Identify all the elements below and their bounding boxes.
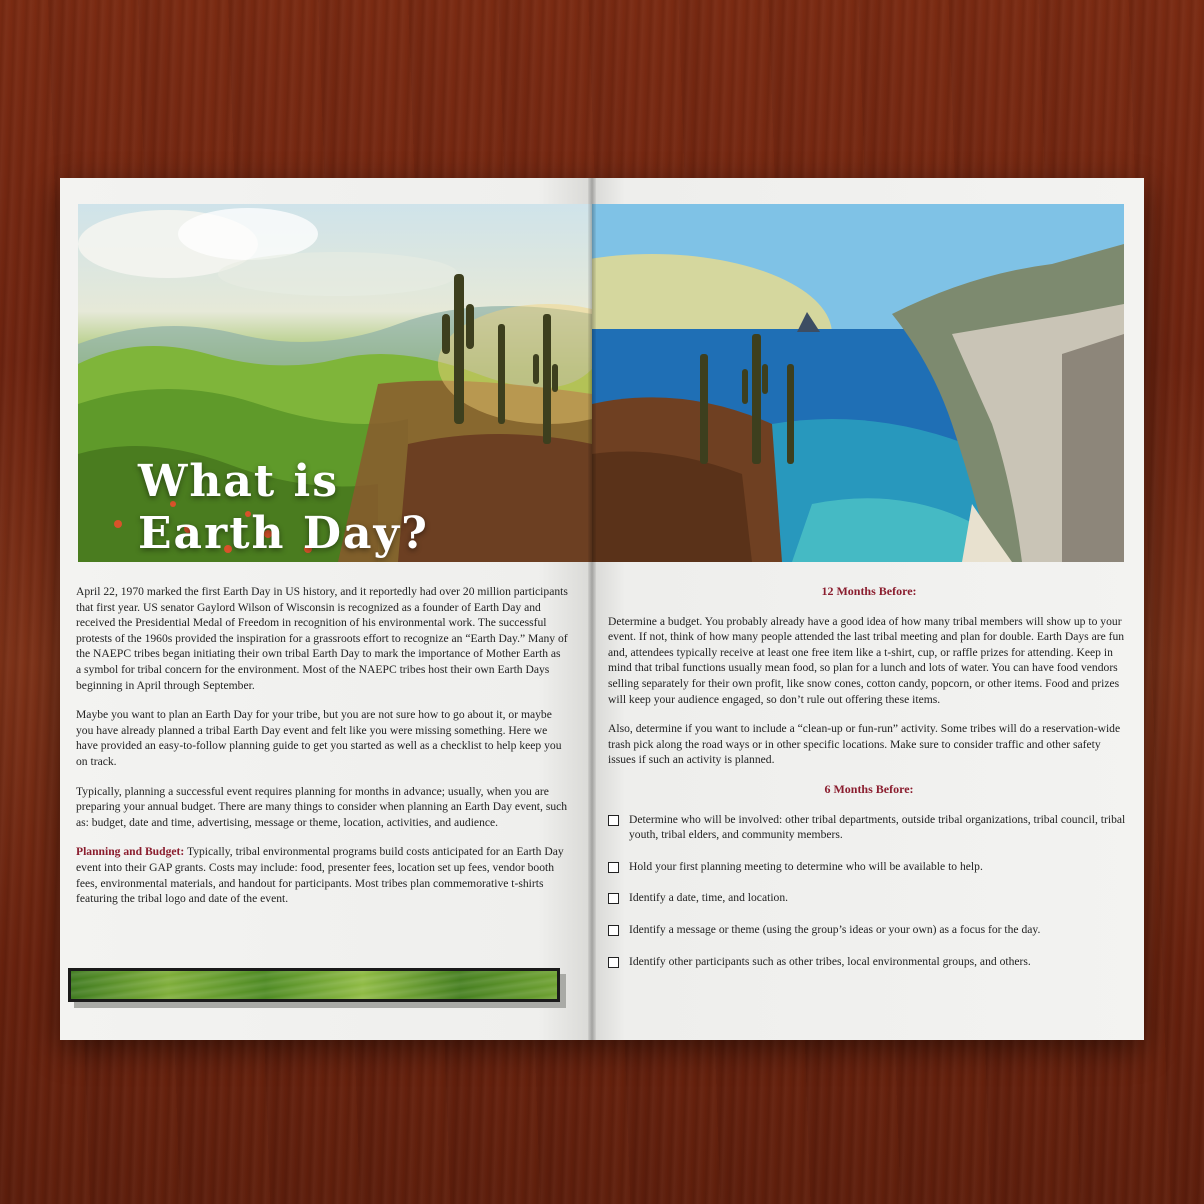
open-booklet	[60, 178, 1144, 1040]
right-body-text	[608, 584, 1130, 985]
plan-paragraph: Maybe you want to plan an Earth Day for your tribe, but you are not sure how to go about it, or maybe you have already planned a tribal Earth Day event and felt like you were missing something. Here we have provided an easy-to-follow planning guide to get you started as well as a checklist to help keep you on track.	[76, 708, 562, 768]
checklist-item	[608, 812, 1130, 843]
title-line-1: What is	[138, 456, 340, 507]
checklist-item	[608, 859, 1130, 875]
hero-image-left	[78, 204, 592, 562]
left-page	[60, 178, 592, 1040]
title-line-2: Earth Day?	[138, 508, 429, 559]
checklist-item-text: Identify a date, time, and location.	[629, 891, 789, 905]
left-body-text	[76, 584, 568, 921]
planning-budget-text: Typically, tribal environmental programs build costs anticipated for an Earth Day event into their GAP grants. Costs may include: food, presenter fees, location set up fees, vendor booth fees, environmental materials, and handout for participants. Most tribes plan commemorative t-shirts featuring the tribal logo and date of the event.	[76, 845, 564, 906]
planning-budget-heading: Planning and Budget:	[76, 845, 185, 859]
budget-paragraph: Determine a budget. You probably already have a good idea of how many tribal members will show up to your event. If not, think of how many people attended the last tribal meeting and plan for double. Earth Days are fun and, attendees typically receive at least one free item like a t-shirt, cup, or raffle prizes for attending. Keep in mind that tribal functions usually mean food, so plan for a lunch and lots of water. You can have food vendors selling separately for their own profit, like snow cones, cotton candy, popcorn, or other items. Food and prizes will keep your audience engaged, so don’t rule out offering these items.	[608, 614, 1125, 706]
checkbox[interactable]	[608, 862, 619, 873]
checkbox[interactable]	[608, 893, 619, 904]
checkbox[interactable]	[608, 957, 619, 968]
booklet-spine	[588, 178, 596, 1040]
checklist	[608, 812, 1130, 970]
intro-paragraph: April 22, 1970 marked the first Earth Day in US history, and it reportedly had over 20 million participants that first year. US senator Gaylord Wilson of Wisconsin is recognized as a founder of Earth Day and received the Presidential Medal of Freedom in recognition of his environmental work. The successful protests of the 1960s provided the inspiration for a grassroots effort to recognize an “Earth Day.” Many of the NAEPC tribes began initiating their own tribal Earth Day to mark the importance of Mother Earth as a symbol for tribal concern for the environment. Most of the NAEPC tribes host their own Earth Days beginning in April through September.	[76, 585, 568, 692]
right-page	[592, 178, 1144, 1040]
checkbox[interactable]	[608, 815, 619, 826]
checklist-item	[608, 922, 1130, 938]
page-title	[138, 456, 429, 560]
checklist-item-text: Determine who will be involved: other tribal departments, outside tribal organizations, tribal council, tribal youth, tribal elders, and community members.	[629, 812, 1126, 842]
heading-6-months: 6 Months Before:	[824, 781, 914, 796]
checklist-item	[608, 890, 1130, 906]
planning-budget-paragraph	[76, 844, 568, 906]
advance-paragraph: Typically, planning a successful event requires planning for months in advance; usually, when you are preparing your annual budget. There are many things to consider when planning an Earth Day event, such as: budget, date and time, advertising, message or theme, location, activities, and audience.	[76, 784, 568, 829]
checklist-item	[608, 954, 1130, 970]
cleanup-paragraph: Also, determine if you want to include a “clean-up or fun-run” activity. Some tribes will do a reservation-wide trash pick along the road ways or in other specific locations. Make sure to consider traffic and other safety issues if such an activity is planned.	[608, 722, 1121, 767]
checklist-item-text: Identify a message or theme (using the group’s ideas or your own) as a focus for the day.	[629, 922, 1041, 936]
heading-12-months: 12 Months Before:	[821, 584, 917, 598]
hero-image-right	[592, 204, 1124, 562]
checkbox[interactable]	[608, 925, 619, 936]
checklist-item-text: Hold your first planning meeting to determine who will be available to help.	[629, 859, 983, 873]
checklist-item-text: Identify other participants such as other tribes, local environmental groups, and others.	[629, 954, 1031, 968]
decorative-grass-banner	[68, 968, 560, 1002]
